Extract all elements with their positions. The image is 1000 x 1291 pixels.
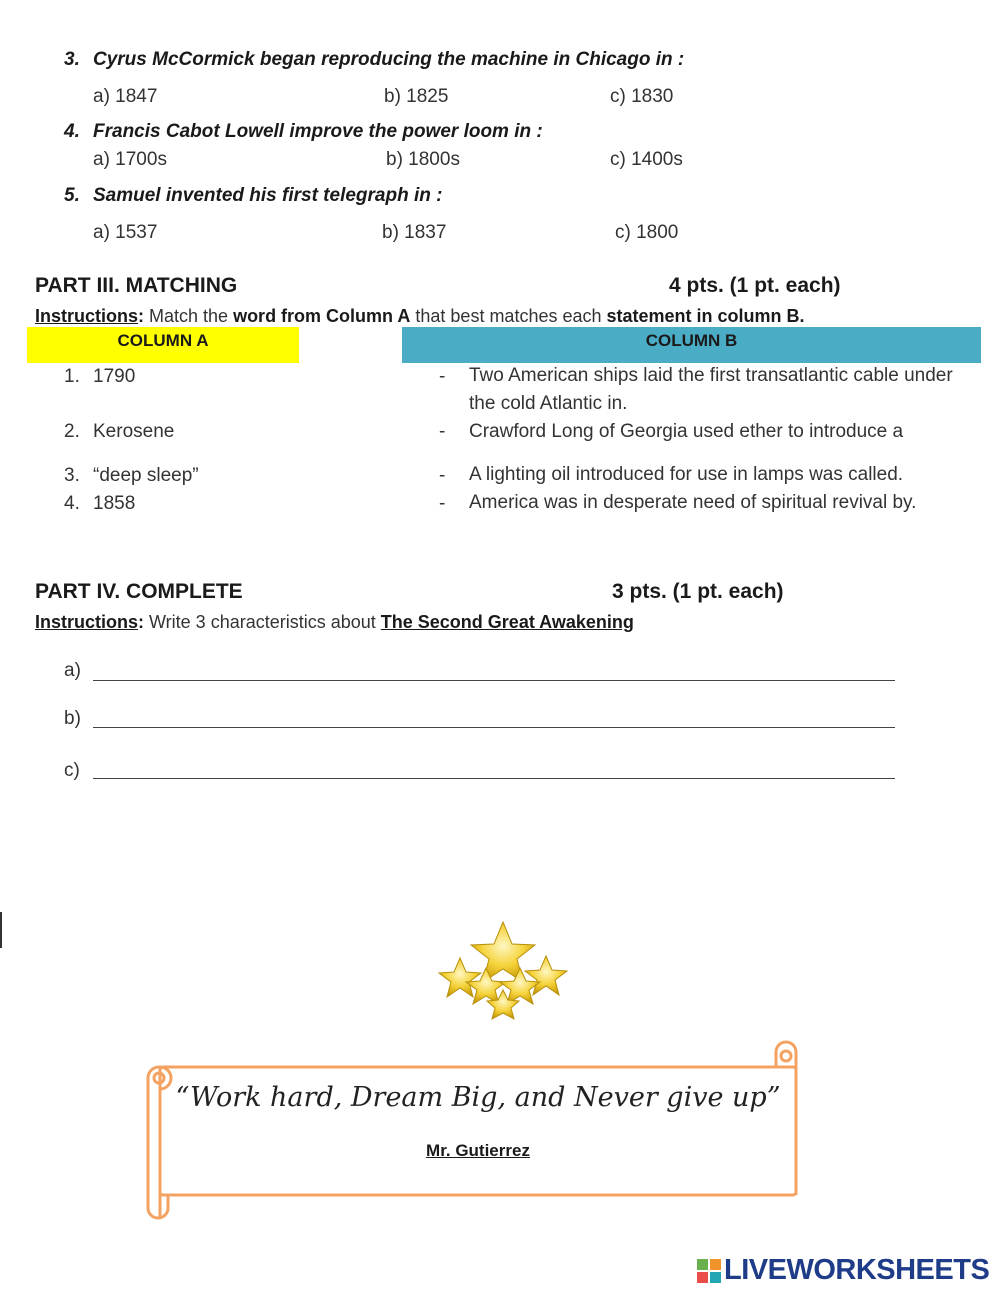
part4-title: PART IV. COMPLETE	[35, 580, 243, 603]
bullet-dash: -	[439, 465, 446, 486]
question-text: Samuel invented his first telegraph in :	[93, 185, 443, 206]
part4-points: 3 pts. (1 pt. each)	[612, 580, 784, 603]
stars-icon	[428, 918, 578, 1028]
option-b[interactable]: b) 1837	[382, 222, 447, 243]
option-a[interactable]: a) 1847	[93, 86, 158, 107]
blank-label-b: b)	[64, 708, 81, 729]
item-text: “deep sleep”	[93, 465, 199, 486]
column-b-item[interactable]: Crawford Long of Georgia used ether to introduce a	[469, 421, 904, 442]
item-text: 1858	[93, 493, 136, 514]
instructions-bold: word from Column A	[233, 306, 411, 326]
blank-label-a: a)	[64, 660, 81, 681]
bullet-dash: -	[439, 493, 446, 514]
question-text: Francis Cabot Lowell improve the power loom in :	[93, 121, 543, 142]
blank-label-c: c)	[64, 760, 80, 781]
instructions-colon: :	[138, 612, 145, 632]
part3-title: PART III. MATCHING	[35, 274, 238, 297]
answer-line-c[interactable]	[93, 778, 895, 779]
column-a-header: COLUMN A	[27, 327, 299, 363]
option-c[interactable]: c) 1400s	[610, 149, 683, 170]
quote-author: Mr. Gutierrez	[426, 1141, 530, 1160]
option-a[interactable]: a) 1700s	[93, 149, 167, 170]
instructions-label: Instructions	[35, 306, 139, 326]
instructions-label: Instructions	[35, 612, 139, 632]
question-3	[64, 49, 684, 71]
column-a-item[interactable]	[64, 465, 199, 487]
scroll-banner	[140, 1040, 810, 1222]
answer-line-b[interactable]	[93, 727, 895, 728]
item-number: 1.	[64, 366, 80, 387]
option-c[interactable]: c) 1800	[615, 222, 679, 243]
instructions-text: Write 3 characteristics about	[144, 612, 381, 632]
item-number: 3.	[64, 465, 80, 486]
column-a-item[interactable]	[64, 493, 135, 515]
liveworksheets-logo-icon	[697, 1259, 721, 1283]
column-a-item[interactable]	[64, 421, 174, 443]
column-b-header: COLUMN B	[402, 327, 981, 363]
column-b-item[interactable]: America was in desperate need of spiritual revival by.	[469, 492, 917, 513]
edge-mark	[0, 912, 2, 948]
instructions-colon: :	[138, 306, 145, 326]
question-5	[64, 185, 442, 207]
column-a-item[interactable]	[64, 366, 135, 388]
instructions-bold: statement in column B.	[606, 306, 805, 326]
item-number: 4.	[64, 493, 80, 514]
column-b-item[interactable]: A lighting oil introduced for use in lamps was called.	[469, 464, 904, 485]
option-b[interactable]: b) 1800s	[386, 149, 460, 170]
part3-points: 4 pts. (1 pt. each)	[669, 274, 841, 297]
part3-instructions	[35, 306, 805, 327]
question-4	[64, 121, 543, 143]
part4-instructions	[35, 612, 634, 633]
instructions-text: that best matches each	[410, 306, 607, 326]
item-text: Kerosene	[93, 421, 175, 442]
bullet-dash: -	[439, 421, 446, 442]
question-text: Cyrus McCormick began reproducing the machine in Chicago in :	[93, 49, 685, 70]
liveworksheets-brand[interactable]: LIVEWORKSHEETS	[724, 1254, 990, 1286]
option-b[interactable]: b) 1825	[384, 86, 449, 107]
answer-line-a[interactable]	[93, 680, 895, 681]
instructions-topic: The Second Great Awakening	[380, 612, 634, 632]
question-number: 3.	[64, 49, 80, 70]
option-c[interactable]: c) 1830	[610, 86, 674, 107]
item-number: 2.	[64, 421, 80, 442]
bullet-dash: -	[439, 366, 446, 387]
motivational-quote: “Work hard, Dream Big, and Never give up”	[175, 1082, 781, 1113]
question-number: 5.	[64, 185, 80, 206]
instructions-text: Match the	[144, 306, 234, 326]
column-b-item[interactable]: Two American ships laid the first transatlantic cable under the cold Atlantic in.	[469, 365, 953, 414]
item-text: 1790	[93, 366, 136, 387]
question-number: 4.	[64, 121, 80, 142]
option-a[interactable]: a) 1537	[93, 222, 158, 243]
